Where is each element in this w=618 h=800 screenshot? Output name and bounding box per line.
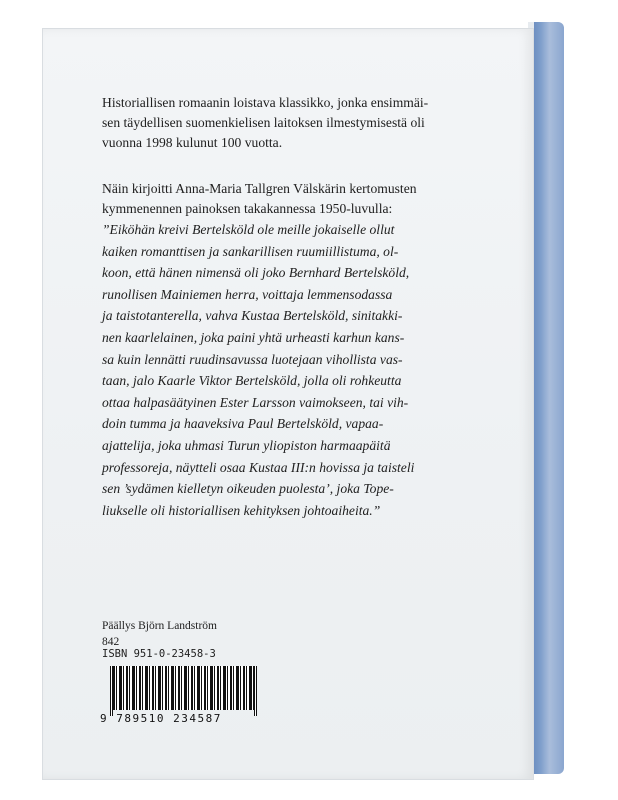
barcode-guard-right — [254, 666, 257, 716]
quote-line: doin tumma ja haaveksiva Paul Bertelsköld, vapaa- — [102, 416, 384, 432]
intro-line: sen täydellisen suomenkielisen laitoksen ilmestymisestä oli — [102, 115, 425, 130]
lead-paragraph — [102, 179, 514, 219]
quote-line: taan, jalo Kaarle Viktor Bertelsköld, jolla oli rohkeutta — [102, 373, 402, 389]
lead-line: kymmenennen painoksen takakannessa 1950-luvulla: — [102, 201, 393, 216]
quote-line: nen kaarlelainen, joka paini yhtä urheasti karhun kans- — [102, 329, 405, 345]
cover-designer-credit: Päällys Björn Landström — [102, 620, 217, 632]
catalog-number: 842 — [102, 636, 120, 648]
quote-line: professoreja, näytteli osaa Kustaa III:n hovissa ja taisteli — [102, 459, 415, 475]
quote-line: runollisen Mainiemen herra, voittaja lemmensodassa — [102, 286, 393, 302]
quote-line: sa kuin lennätti ruudinsavussa luotejaan vihollista vas- — [102, 351, 403, 367]
lead-line: Näin kirjoitti Anna-Maria Tallgren Välskärin kertomusten — [102, 181, 417, 196]
quote-line: koon, että hänen nimensä oli joko Bernhard Bertelsköld, — [102, 265, 410, 281]
quote-line: ja taistotanterella, vahva Kustaa Bertelsköld, sinitakki- — [102, 308, 403, 324]
quote-line: ottaa halpasäätyinen Ester Larsson vaimokseen, tai vih- — [102, 394, 409, 410]
quote-line: sen ’sydämen kielletyn oikeuden puolesta’, joka Tope- — [102, 481, 394, 497]
quote-paragraph — [102, 219, 514, 521]
intro-line: vuonna 1998 kulunut 100 vuotta. — [102, 135, 283, 150]
quote-line: kaiken romanttisen ja sankarillisen ruumiillistuma, ol- — [102, 243, 399, 259]
quote-line: ajattelija, joka uhmasi Turun yliopiston harmaapäitä — [102, 437, 391, 453]
isbn-text: ISBN 951-0-23458-3 — [102, 648, 216, 660]
intro-line: Historiallisen romaanin loistava klassikko, jonka ensimmäi- — [102, 95, 429, 110]
cover-credits — [102, 618, 217, 650]
intro-paragraph — [102, 93, 514, 153]
quote-line: ”Eiköhän kreivi Bertelsköld ole meille jokaiselle ollut — [102, 222, 395, 237]
barcode — [110, 666, 256, 710]
barcode-digits: 9 789510 234587 — [100, 712, 222, 725]
barcode-guard-left — [110, 666, 113, 716]
quote-line: liukselle oli historiallisen kehityksen johtoaiheita.” — [102, 502, 381, 518]
